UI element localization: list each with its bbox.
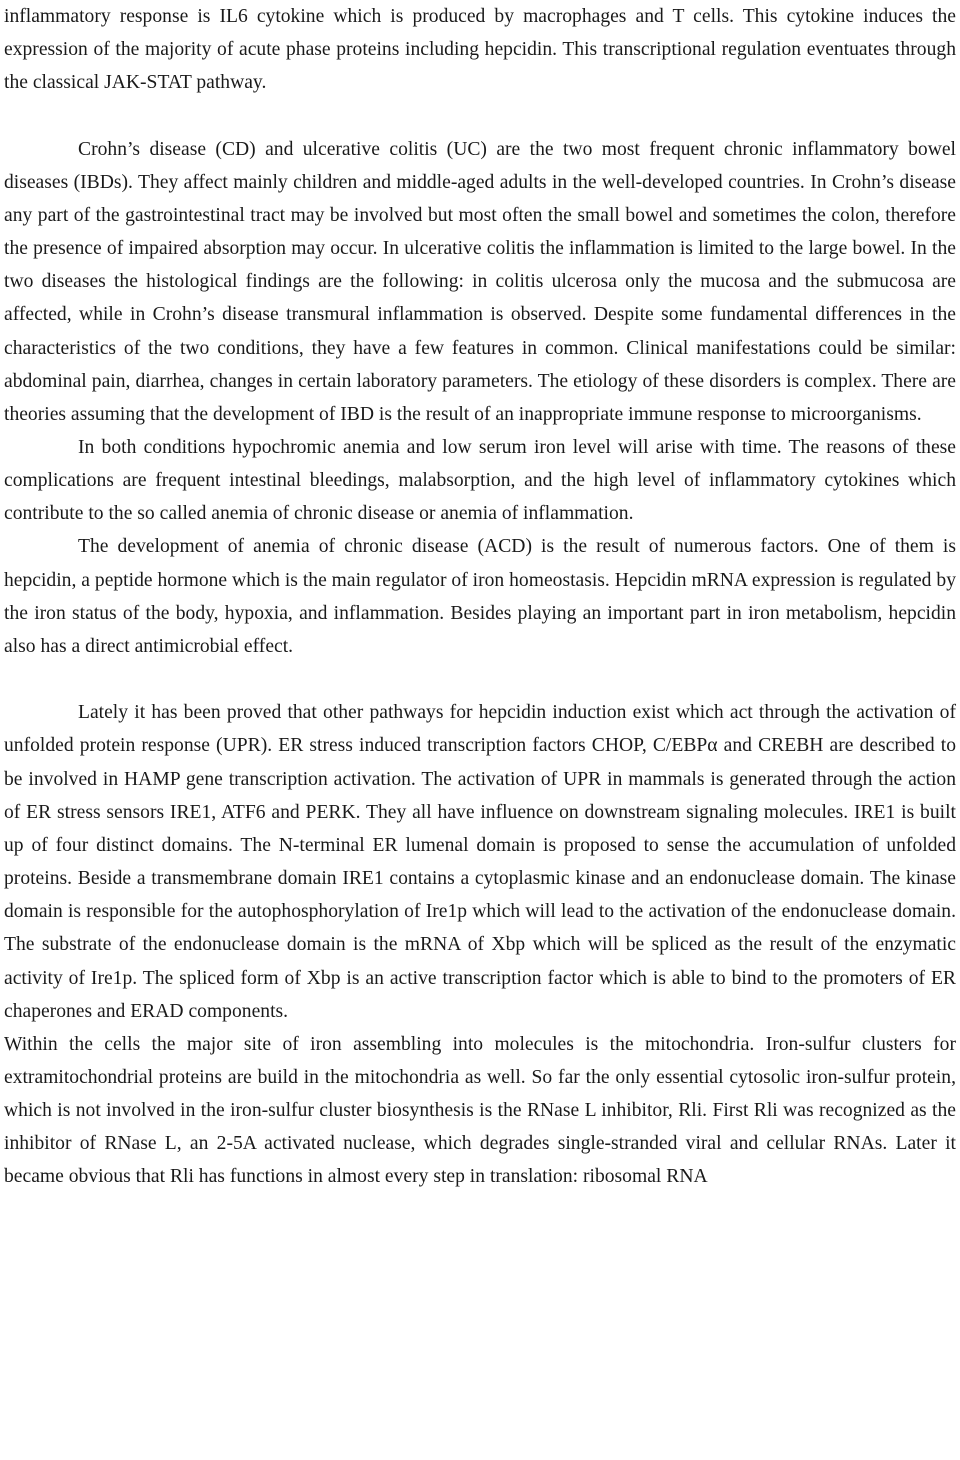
paragraph-gap	[4, 663, 956, 696]
document-page	[4, 0, 956, 1194]
paragraph-il6-intro: inflammatory response is IL6 cytokine which is produced by macrophages and T cells. This cytokine induces the expression of the majority of acute phase proteins including hepcidin. This transcriptional regulation eventuates through the classical JAK-STAT pathway.	[4, 6, 956, 94]
paragraph-iron-sulfur: Within the cells the major site of iron assembling into molecules is the mitochondria. Iron-sulfur clusters for extramitochondrial proteins are build in the mitochondria as well. So far the only essential cytosolic iron-sulfur protein, which is not involved in the iron-sulfur cluster biosynthesis is the RNase L inhibitor, Rli. First Rli was recognized as the inhibitor of RNase L, an 2-5A activated nuclease, which degrades single-stranded viral and cellular RNAs. Later it became obvious that Rli has functions in almost every step in translation: ribosomal RNA	[4, 1033, 956, 1188]
paragraph-acd-hepcidin: The development of anemia of chronic disease (ACD) is the result of numerous factors. One of them is hepcidin, a peptide hormone which is the main regulator of iron homeostasis. Hepcidin mRNA expression is regulated by the iron status of the body, hypoxia, and inflammation. Besides playing an important part in iron metabolism, hepcidin also has a direct antimicrobial effect.	[4, 536, 956, 657]
paragraph-anemia-conditions: In both conditions hypochromic anemia and low serum iron level will arise with time. The reasons of these complications are frequent intestinal bleedings, malabsorption, and the high level of inflammatory cytokines which contribute to the so called anemia of chronic disease or anemia of inflammation.	[4, 437, 956, 525]
paragraph-gap	[4, 99, 956, 132]
paragraph-upr-pathway: Lately it has been proved that other pathways for hepcidin induction exist which act through the activation of unfolded protein response (UPR). ER stress induced transcription factors CHOP, C/EBPα and CREBH are described to be involved in HAMP gene transcription activation. The activation of UPR in mammals is generated through the action of ER stress sensors IRE1, ATF6 and PERK. They all have influence on downstream signaling molecules. IRE1 is built up of four distinct domains. The N-terminal ER lumenal domain is proposed to sense the accumulation of unfolded proteins. Beside a transmembrane domain IRE1 contains a cytoplasmic kinase and an endonuclease domain. The kinase domain is responsible for the autophosphorylation of Ire1p which will lead to the activation of the endonuclease domain. The substrate of the endonuclease domain is the mRNA of Xbp which will be spliced as the result of the enzymatic activity of Ire1p. The spliced form of Xbp is an active transcription factor which is able to bind to the promoters of ER chaperones and ERAD components.	[4, 702, 956, 1022]
paragraph-crohns-colitis: Crohn’s disease (CD) and ulcerative colitis (UC) are the two most frequent chronic inflammatory bowel diseases (IBDs). They affect mainly children and middle-aged adults in the well-developed countries. In Crohn’s disease any part of the gastrointestinal tract may be involved but most often the small bowel and sometimes the colon, therefore the presence of impaired absorption may occur. In ulcerative colitis the inflammation is limited to the large bowel. In the two diseases the histological findings are the following: in colitis ulcerosa only the mucosa and the submucosa are affected, while in Crohn’s disease transmural inflammation is observed. Despite some fundamental differences in the characteristics of the two conditions, they have a few features in common. Clinical manifestations could be similar: abdominal pain, diarrhea, changes in certain laboratory parameters. The etiology of these disorders is complex. There are theories assuming that the development of IBD is the result of an inappropriate immune response to microorganisms.	[4, 138, 956, 425]
